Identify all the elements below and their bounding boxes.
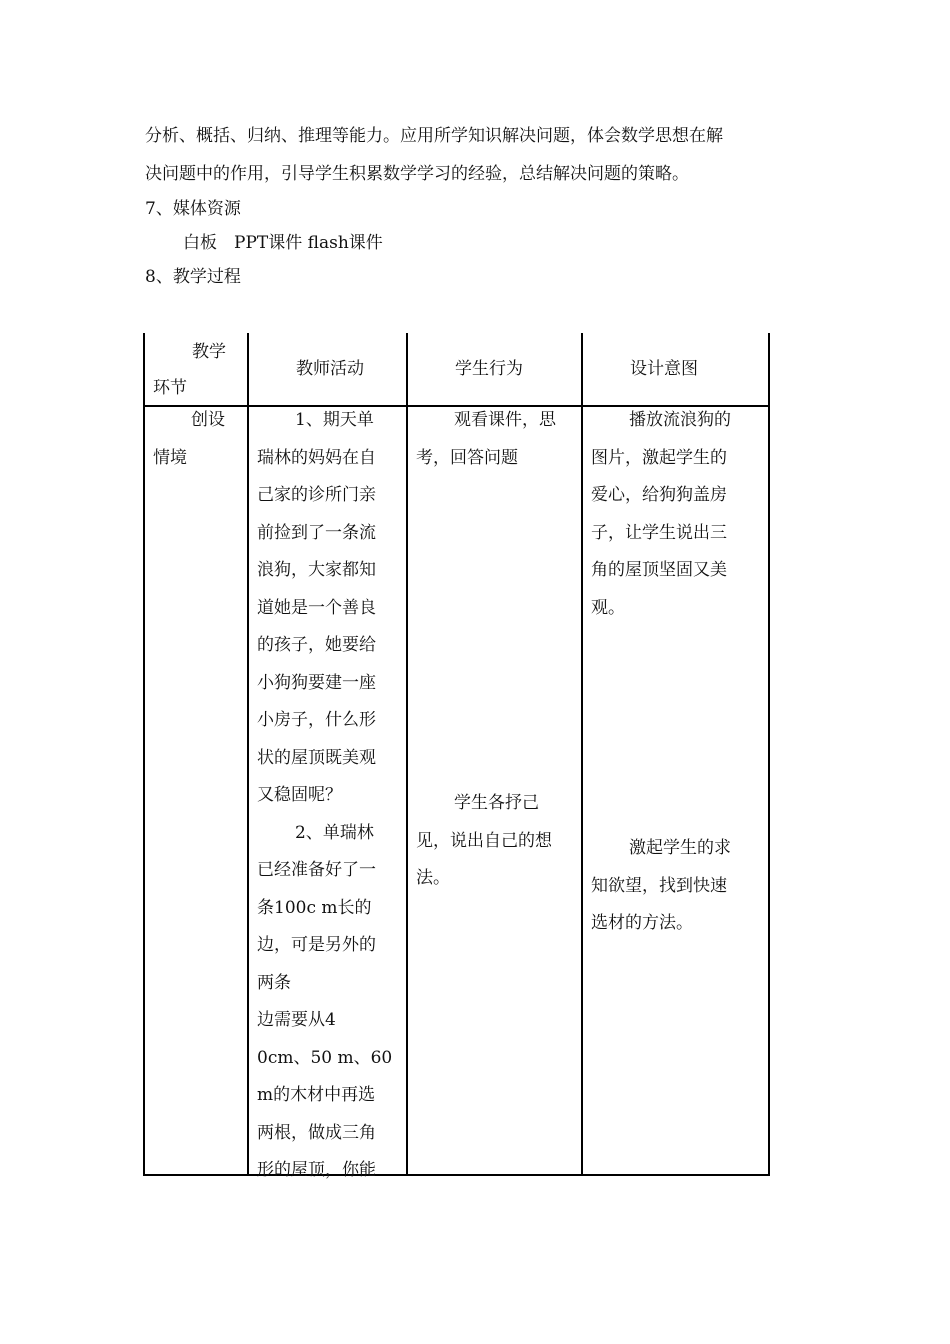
table-border [143,1174,770,1176]
student-line: 学生各抒己 [454,793,539,813]
design-intent-cell [591,402,763,627]
teacher-line: 条100c m长的 [257,897,372,918]
intent-line: 选材的方法。 [591,913,693,933]
stage-line: 创设 [191,410,225,430]
table-border [581,333,583,1176]
teacher-line: 小狗狗要建一座 [257,672,376,693]
intent-line: 播放流浪狗的 [629,410,731,430]
teacher-line: 又稳固呢？ [257,785,342,805]
header-stage-line2: 环节 [153,378,187,398]
teacher-line: 边，可是另外的 [257,935,376,955]
teacher-line: 前捡到了一条流 [257,522,376,543]
teacher-line: 道她是一个善良 [257,597,376,618]
teacher-line: 两条 [257,972,291,993]
teacher-line: 形的屋顶，你能 [257,1160,376,1180]
student-line: 见，说出自己的想 [416,830,552,851]
student-behavior-cell [416,402,578,477]
section-heading-media: 7、媒体资源 [145,199,241,219]
header-design-intent: 设计意图 [630,359,698,379]
table-border [406,333,408,1176]
teacher-line: 瑞林的妈妈在自 [257,447,376,468]
intent-line: 爱心，给狗狗盖房 [591,485,727,505]
header-teacher-activity: 教师活动 [296,359,364,379]
design-intent-cell [591,830,763,943]
paragraph-text: 分析、概括、归纳、推理等能力。应用所学知识解决问题，体会数学思想在解 [145,126,723,146]
teacher-line: m的木材中再选 [257,1085,376,1105]
teacher-line: 1、期天单 [295,410,374,430]
teacher-line: 已经准备好了一 [257,860,376,880]
student-line: 观看课件，思 [454,410,556,430]
teacher-line: 己家的诊所门亲 [257,485,376,505]
teacher-line: 浪狗，大家都知 [257,560,376,580]
intent-line: 子，让学生说出三 [591,522,727,543]
header-stage-line1: 教学 [192,342,226,362]
table-border [143,333,145,1176]
intent-line: 知欲望，找到快速 [591,875,727,896]
teacher-line: 两根，做成三角 [257,1122,376,1143]
teacher-activity-cell [257,402,402,1190]
stage-line: 情境 [153,447,187,468]
student-behavior-cell [416,785,578,898]
header-student-behavior: 学生行为 [455,359,523,379]
table-border [768,333,770,1176]
media-resources-text: 白板 PPT课件 flash课件 [183,233,383,253]
intent-line: 图片，激起学生的 [591,447,727,468]
section-heading-process: 8、教学过程 [145,267,241,287]
stage-cell [153,402,243,477]
student-line: 法。 [416,868,450,888]
teacher-line: 0cm、50 m、60 [257,1047,393,1068]
teacher-line: 小房子，什么形 [257,710,376,730]
teacher-line: 边需要从4 [257,1010,336,1030]
teacher-line: 的孩子，她要给 [257,635,376,655]
teacher-line: 状的屋顶既美观 [257,747,376,768]
student-line: 考，回答问题 [416,447,518,468]
table-border [247,333,249,1176]
teacher-line: 2、单瑞林 [295,822,374,843]
intent-line: 角的屋顶坚固又美 [591,560,727,580]
intent-line: 激起学生的求 [629,838,731,858]
intent-line: 观。 [591,597,625,618]
paragraph-text: 决问题中的作用，引导学生积累数学学习的经验，总结解决问题的策略。 [145,164,689,184]
